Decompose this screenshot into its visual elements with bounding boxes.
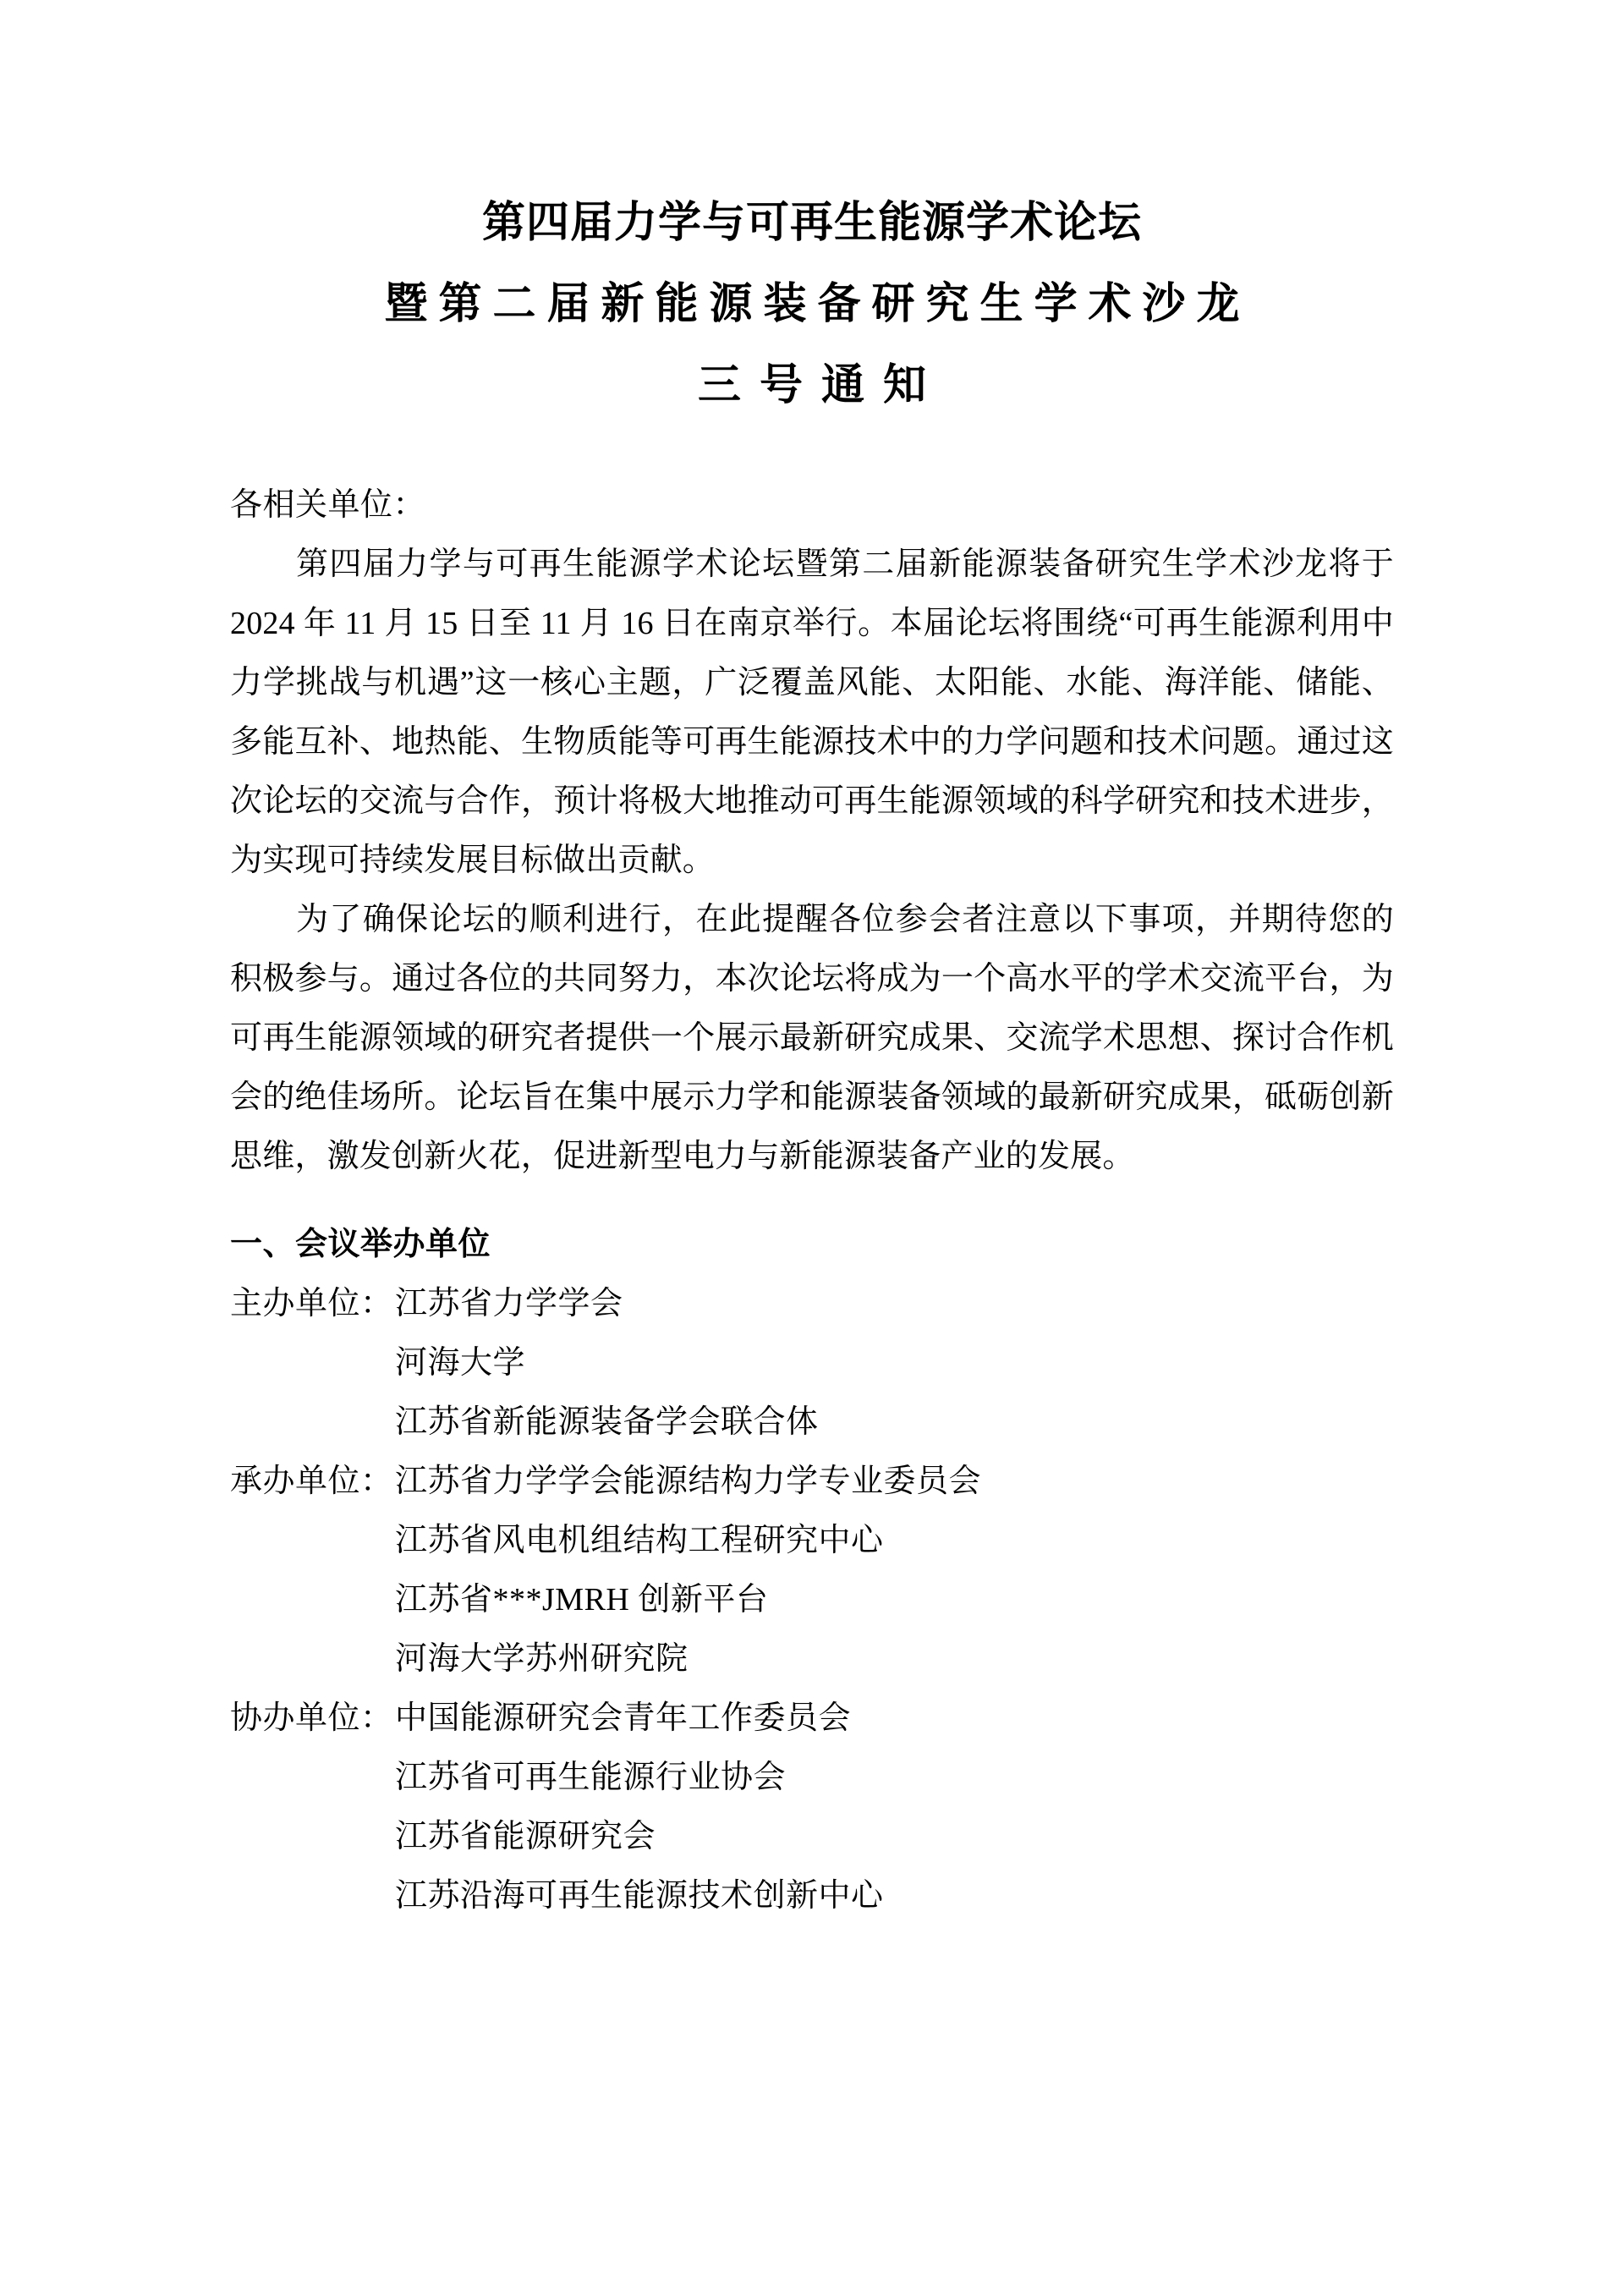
organizer-value: 江苏省力学学会能源结构力学专业委员会	[395, 1464, 982, 1499]
organizer-row	[230, 1689, 1394, 1748]
document-title-block	[230, 0, 1394, 426]
organizer-value: 江苏省新能源装备学会联合体	[395, 1404, 819, 1440]
organizer-row	[230, 1570, 1394, 1629]
organizer-row	[230, 1333, 1394, 1392]
organizer-row	[230, 1866, 1394, 1925]
organizer-row	[230, 1807, 1394, 1866]
organizer-value: 江苏沿海可再生能源技术创新中心	[395, 1878, 884, 1914]
salutation: 各相关单位：	[230, 487, 426, 523]
organizer-group-undertaker	[230, 1452, 1394, 1689]
body-paragraph-1: 第四届力学与可再生能源学术论坛暨第二届新能源装备研究生学术沙龙将于 2024 年 11 月 15 日至 11 月 16 日在南京举行。本届论坛将围绕“可再生能源利用中力学挑战与机遇”这一核心主题，广泛覆盖风能、太阳能、水能、海洋能、储能、多能互补、地热能、生物质能等可再生能源技术中的力学问题和技术问题。通过这次论坛的交流与合作，预计将极大地推动可再生能源领域的科学研究和技术进步，为实现可持续发展目标做出贡献。	[230, 547, 1394, 878]
title-line-2: 暨第二届新能源装备研究生学术沙龙	[384, 281, 1251, 328]
organizer-label-coorganizer: 协办单位：	[230, 1700, 393, 1736]
organizer-group-host	[230, 1274, 1394, 1452]
organizer-value: 江苏省能源研究会	[395, 1819, 656, 1854]
title-line-1: 第四届力学与可再生能源学术论坛	[481, 200, 1142, 247]
organizer-value: 江苏省力学学会	[395, 1286, 623, 1321]
organizer-row	[230, 1511, 1394, 1570]
section-heading-organizers: 一、会议举办单位	[230, 1227, 491, 1262]
organizer-row	[230, 1629, 1394, 1689]
organizer-row	[230, 1392, 1394, 1452]
organizer-value: 江苏省可再生能源行业协会	[395, 1760, 787, 1795]
organizer-value: 河海大学	[395, 1345, 526, 1381]
organizer-row	[230, 1274, 1394, 1333]
title-line-3: 三号通知	[697, 362, 945, 409]
organizer-group-coorganizer	[230, 1689, 1394, 1925]
organizer-row	[230, 1452, 1394, 1511]
organizer-value: 江苏省风电机组结构工程研究中心	[395, 1523, 884, 1558]
organizer-label-undertaker: 承办单位：	[230, 1464, 393, 1499]
organizer-value: 江苏省***JMRH 创新平台	[395, 1582, 769, 1618]
body-paragraph-2: 为了确保论坛的顺利进行，在此提醒各位参会者注意以下事项，并期待您的积极参与。通过各位的共同努力，本次论坛将成为一个高水平的学术交流平台，为可再生能源领域的研究者提供一个展示最新研究成果、交流学术思想、探讨合作机会的绝佳场所。论坛旨在集中展示力学和能源装备领域的最新研究成果，砥砺创新思维，激发创新火花，促进新型电力与新能源装备产业的发展。	[230, 902, 1394, 1174]
organizer-label-host: 主办单位：	[230, 1286, 393, 1321]
organizer-value: 河海大学苏州研究院	[395, 1641, 689, 1677]
organizer-value: 中国能源研究会青年工作委员会	[395, 1700, 852, 1736]
organizer-row	[230, 1748, 1394, 1807]
